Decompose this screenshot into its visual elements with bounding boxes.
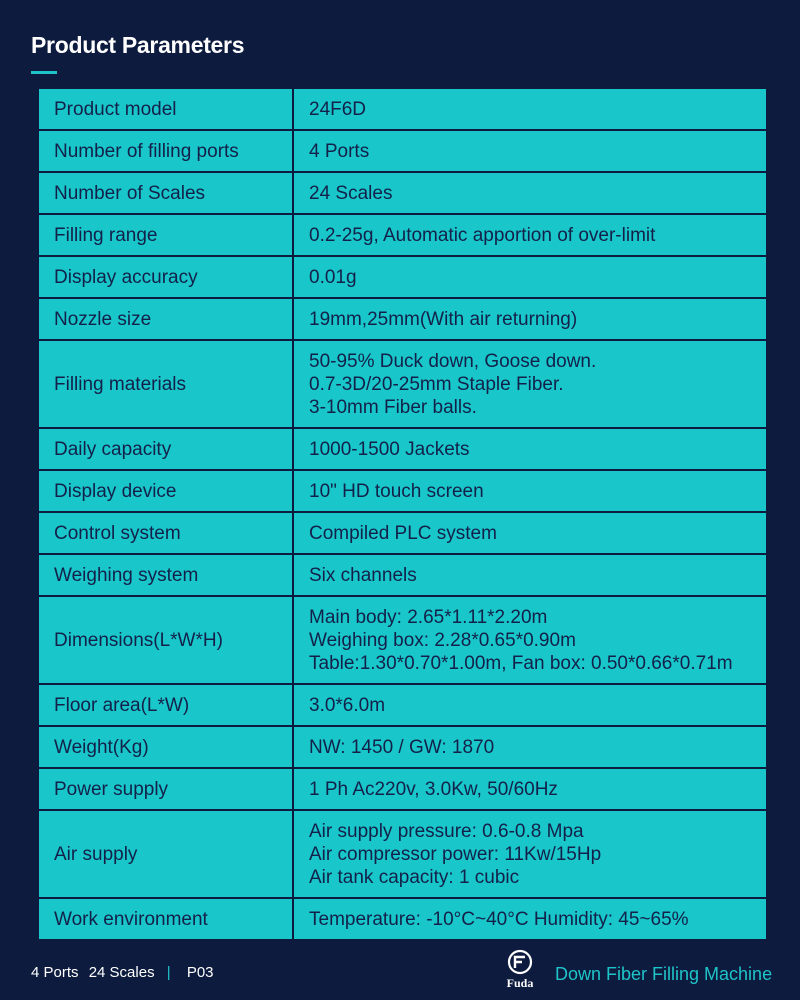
row-value-line: Compiled PLC system	[309, 522, 497, 544]
row-label: Display accuracy	[38, 256, 293, 298]
footer-ports: 4 Ports	[31, 964, 79, 981]
row-value-line: 24 Scales	[309, 182, 393, 204]
footer-separator: |	[166, 964, 171, 981]
row-value-line: Air supply pressure: 0.6-0.8 Mpa	[309, 820, 584, 842]
table-row	[38, 726, 767, 768]
row-label: Display device	[38, 470, 293, 512]
row-label: Control system	[38, 512, 293, 554]
table-row	[38, 554, 767, 596]
brand-name: Fuda	[506, 976, 534, 990]
row-value-line: Main body: 2.65*1.11*2.20m	[309, 606, 548, 628]
row-value	[293, 298, 767, 340]
row-value-line: 1 Ph Ac220v, 3.0Kw, 50/60Hz	[309, 778, 558, 800]
row-value	[293, 130, 767, 172]
table-row	[38, 810, 767, 898]
row-label: Floor area(L*W)	[38, 684, 293, 726]
row-value-line: Air compressor power: 11Kw/15Hp	[309, 843, 602, 865]
row-value	[293, 470, 767, 512]
row-value-line: Temperature: -10°C~40°C Humidity: 45~65%	[309, 908, 689, 930]
table-row	[38, 298, 767, 340]
page-title: Product Parameters	[31, 32, 245, 58]
row-value	[293, 810, 767, 898]
row-label: Number of Scales	[38, 172, 293, 214]
row-value	[293, 428, 767, 470]
row-label: Filling range	[38, 214, 293, 256]
row-value	[293, 256, 767, 298]
row-value-line: 19mm,25mm(With air returning)	[309, 308, 578, 330]
row-value	[293, 512, 767, 554]
row-label: Dimensions(L*W*H)	[38, 596, 293, 684]
row-label: Weight(Kg)	[38, 726, 293, 768]
row-value	[293, 768, 767, 810]
table-row	[38, 684, 767, 726]
parameters-table	[37, 87, 768, 941]
table-row	[38, 898, 767, 940]
row-value-line: Weighing box: 2.28*0.65*0.90m	[309, 629, 576, 651]
row-label: Work environment	[38, 898, 293, 940]
table-row	[38, 172, 767, 214]
table-row	[38, 214, 767, 256]
footer-page-number: P03	[186, 964, 214, 981]
row-value	[293, 172, 767, 214]
table-row	[38, 470, 767, 512]
row-value-line: 0.7-3D/20-25mm Staple Fiber.	[309, 373, 564, 395]
row-value-line: 1000-1500 Jackets	[309, 438, 470, 460]
row-label: Product model	[38, 88, 293, 130]
row-value-line: 3.0*6.0m	[309, 694, 386, 716]
footer-left	[31, 964, 214, 981]
row-value	[293, 554, 767, 596]
row-label: Air supply	[38, 810, 293, 898]
row-value-line: 4 Ports	[309, 140, 370, 162]
row-value-line: 10" HD touch screen	[309, 480, 484, 502]
table-row	[38, 768, 767, 810]
row-value	[293, 340, 767, 428]
row-value-line: 24F6D	[309, 98, 367, 120]
row-value	[293, 684, 767, 726]
row-value-line: 3-10mm Fiber balls.	[309, 396, 477, 418]
row-value	[293, 726, 767, 768]
table-row	[38, 340, 767, 428]
row-value-line: 0.2-25g, Automatic apportion of over-limit	[309, 224, 656, 246]
row-value-line: Table:1.30*0.70*1.00m, Fan box: 0.50*0.66*0.71m	[309, 652, 733, 674]
row-label: Number of filling ports	[38, 130, 293, 172]
row-label: Filling materials	[38, 340, 293, 428]
row-value	[293, 596, 767, 684]
row-label: Weighing system	[38, 554, 293, 596]
table-row	[38, 428, 767, 470]
row-value	[293, 214, 767, 256]
row-label: Daily capacity	[38, 428, 293, 470]
row-value-line: Six channels	[309, 564, 417, 586]
table-row	[38, 512, 767, 554]
row-label: Power supply	[38, 768, 293, 810]
table-row	[38, 596, 767, 684]
title-underline	[31, 71, 57, 74]
table-row	[38, 130, 767, 172]
row-value-line: NW: 1450 / GW: 1870	[309, 736, 495, 758]
footer-scales: 24 Scales	[88, 964, 155, 981]
row-value	[293, 898, 767, 940]
row-value-line: 50-95% Duck down, Goose down.	[309, 350, 597, 372]
row-value-line: Air tank capacity: 1 cubic	[309, 866, 520, 888]
row-label: Nozzle size	[38, 298, 293, 340]
table-row	[38, 88, 767, 130]
row-value	[293, 88, 767, 130]
footer-product-name: Down Fiber Filling Machine	[555, 964, 773, 984]
table-row	[38, 256, 767, 298]
row-value-line: 0.01g	[309, 266, 357, 288]
